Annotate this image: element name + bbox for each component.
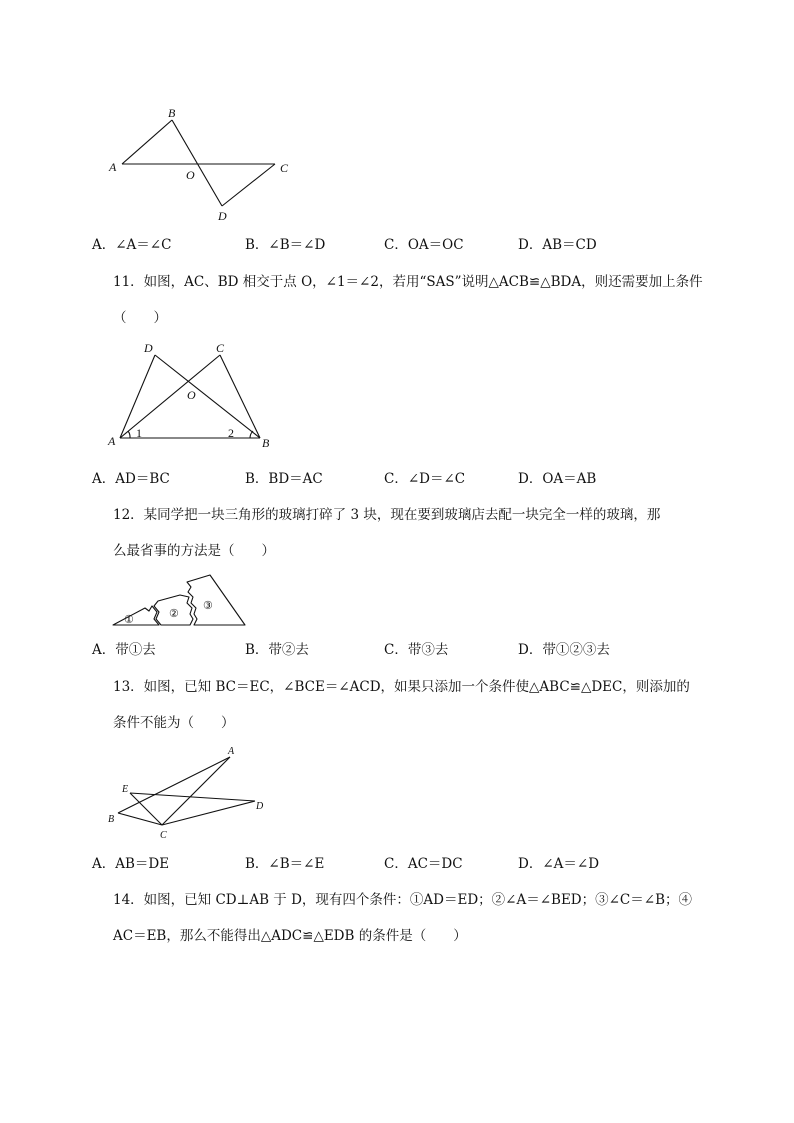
q12-option-b[interactable]: B．带②去 — [245, 642, 309, 658]
q13-option-c[interactable]: C．AC＝DC — [384, 856, 463, 872]
q13-figure — [100, 742, 280, 842]
q10-label-o: O — [186, 168, 195, 182]
q13-label-e: E — [122, 784, 129, 795]
q11-label-c: C — [216, 341, 225, 355]
q13-label-b: B — [108, 814, 115, 825]
q12-label-piece1: ① — [124, 614, 134, 626]
q12-option-d[interactable]: D．带①②③去 — [518, 642, 610, 658]
q11-option-d[interactable]: D．OA＝AB — [518, 471, 597, 487]
q10-label-a: A — [109, 160, 117, 174]
q13-label-c: C — [160, 830, 167, 841]
q11-figure — [100, 335, 290, 455]
q10-label-d: D — [218, 209, 227, 223]
q11-label-a: A — [108, 434, 116, 448]
q12-option-a[interactable]: A．带①去 — [92, 642, 156, 658]
q11-label-o: O — [187, 388, 196, 402]
q13-stem-line1: 13．如图，已知 BC＝EC，∠BCE＝∠ACD，如果只添加一个条件使△ABC≌△DEC，则添加的 — [113, 679, 690, 695]
q11-label-b: B — [262, 436, 270, 450]
q11-stem-line2: （ ） — [113, 310, 167, 326]
q11-label-d: D — [144, 341, 153, 355]
q13-stem-line2: 条件不能为（ ） — [113, 715, 235, 731]
q14-stem-line2: AC＝EB，那么不能得出△ADC≌△EDB 的条件是（ ） — [113, 928, 467, 944]
q12-stem-line1: 12．某同学把一块三角形的玻璃打碎了 3 块，现在要到玻璃店去配一块完全一样的玻璃，那 — [113, 507, 661, 523]
q13-label-d: D — [256, 801, 264, 812]
q12-label-piece3: ③ — [203, 600, 213, 612]
q13-label-a: A — [228, 746, 235, 757]
q12-option-c[interactable]: C．带③去 — [384, 642, 449, 658]
q11-option-c[interactable]: C．∠D＝∠C — [384, 471, 466, 487]
q13-option-d[interactable]: D．∠A＝∠D — [518, 856, 600, 872]
q10-label-c: C — [280, 161, 289, 175]
q14-stem-line1: 14．如图，已知 CD⊥AB 于 D，现有四个条件：①AD＝ED；②∠A＝∠BED；③∠C＝∠B；④ — [113, 892, 692, 908]
q11-stem-line1: 11．如图，AC、BD 相交于点 O，∠1＝∠2，若用“SAS”说明△ACB≌△BDA，则还需要加上条件 — [113, 274, 703, 290]
q11-label-angle2: 2 — [228, 426, 234, 440]
q13-option-a[interactable]: A．AB＝DE — [92, 856, 170, 872]
q10-figure — [100, 100, 310, 230]
q10-label-b: B — [168, 106, 176, 120]
q11-label-angle1: 1 — [136, 426, 142, 440]
q11-option-a[interactable]: A．AD＝BC — [92, 471, 170, 487]
q13-option-b[interactable]: B．∠B＝∠E — [245, 856, 325, 872]
q12-figure — [105, 570, 250, 630]
q12-stem-line2: 么最省事的方法是（ ） — [113, 543, 275, 559]
q11-option-b[interactable]: B．BD＝AC — [245, 471, 323, 487]
q10-option-b[interactable]: B．∠B＝∠D — [245, 237, 326, 253]
q10-option-c[interactable]: C．OA＝OC — [384, 237, 464, 253]
q10-option-a[interactable]: A．∠A＝∠C — [92, 237, 172, 253]
q12-label-piece2: ② — [169, 608, 179, 620]
q10-option-d[interactable]: D．AB＝CD — [518, 237, 597, 253]
